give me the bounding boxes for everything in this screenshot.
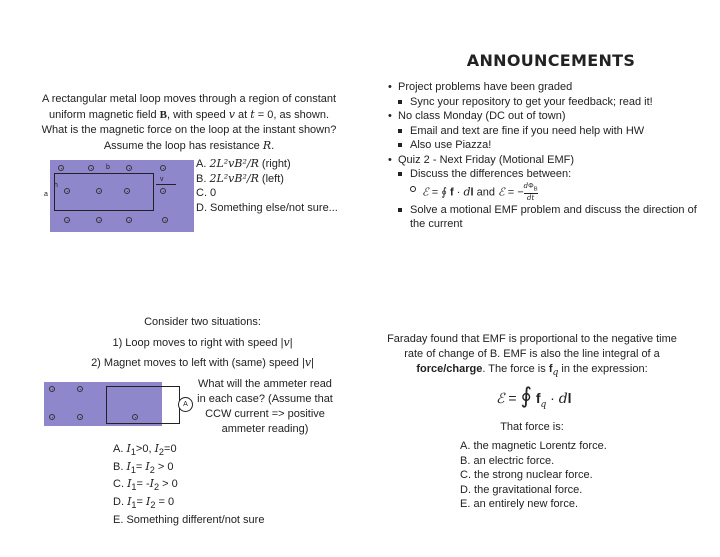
q2-option-d[interactable]: D. $I_1= I_2 = 0$ [113,495,175,511]
list-item: Discuss the differences between: [388,167,708,182]
ammeter-icon: A [178,397,193,412]
q1-figure [44,160,194,232]
label-h: h [54,182,58,189]
label-v: v [160,176,164,183]
q1-options [196,157,346,215]
label-a: a [44,191,48,198]
q3-option-a[interactable]: A. the magnetic Lorentz force. [460,440,607,452]
q1-option-c[interactable]: C. 0 [196,187,217,199]
q3-that: That force is: [500,421,564,433]
q2-situation-2: 2) Magnet moves to left with (same) speed |v| [91,356,314,369]
q3-options [460,439,680,512]
announcements-title: ANNOUNCEMENTS [466,51,636,70]
list-item: Email and text are fine if you need help with HW [388,124,708,139]
list-item: Also use Piazza! [388,138,708,153]
list-item: Solve a motional EMF problem and discuss the direction of the current [388,203,708,232]
q2-option-e[interactable]: E. Something different/not sure [113,513,265,526]
q3-equation: ℰ = ∮ $f_q$ · dl [496,383,572,410]
list-item: • Project problems have been graded [388,80,708,95]
q2-intro: Consider two situations: [144,316,261,328]
q2-option-c[interactable]: C. $I_1= -I_2 > 0$ [113,477,178,493]
list-item: • Quiz 2 - Next Friday (Motional EMF) [388,153,708,168]
list-item: Sync your repository to get your feedback; read it! [388,95,708,110]
label-b: b [106,164,110,171]
q2-options [113,442,313,527]
q1-option-a[interactable]: A. 2L²vB²/R (right) [196,157,291,170]
q2-option-b[interactable]: B. $I_1= I_2 > 0$ [113,459,174,475]
velocity-arrow [156,184,176,185]
q2-figure [44,380,194,428]
list-item: ℰ = ∮ f · dl and ℰ = $-d\Phi_B$ dt [388,182,708,203]
announcements-list [388,80,708,232]
q1-option-b[interactable]: B. 2L²vB²/R (left) [196,171,284,185]
q1-question: A rectangular metal loop moves through a region of constant uniform magnetic field B, with speed v at t = 0, as shown. What is the magnetic force on the loop at the instant shown? Assume the loop has resistance R. [41,93,337,152]
q1-option-d[interactable]: D. Something else/not sure... [196,201,338,214]
q3-option-c[interactable]: C. the strong nuclear force. [460,469,593,481]
q3-option-e[interactable]: E. an entirely new force. [460,498,579,510]
q3-option-d[interactable]: D. the gravitational force. [460,483,583,496]
q2-situation-1: 1) Loop moves to right with speed |v| [112,336,293,349]
q2-ammeter-question: What will the ammeter read in each case? (Assume that CCW current => positive ammeter reading) [197,378,333,435]
q3-option-b[interactable]: B. an electric force. [460,454,555,467]
loop-circuit [106,386,180,424]
list-item: • No class Monday (DC out of town) [388,109,708,124]
q2-option-a[interactable]: A. $I_1>0$, $I_2=0$ [113,442,177,458]
q3-text: Faraday found that EMF is proportional to the negative time rate of change of B. EMF is also the line integral of a force/charge. The force is $f_q$ in the expression: [387,333,677,379]
